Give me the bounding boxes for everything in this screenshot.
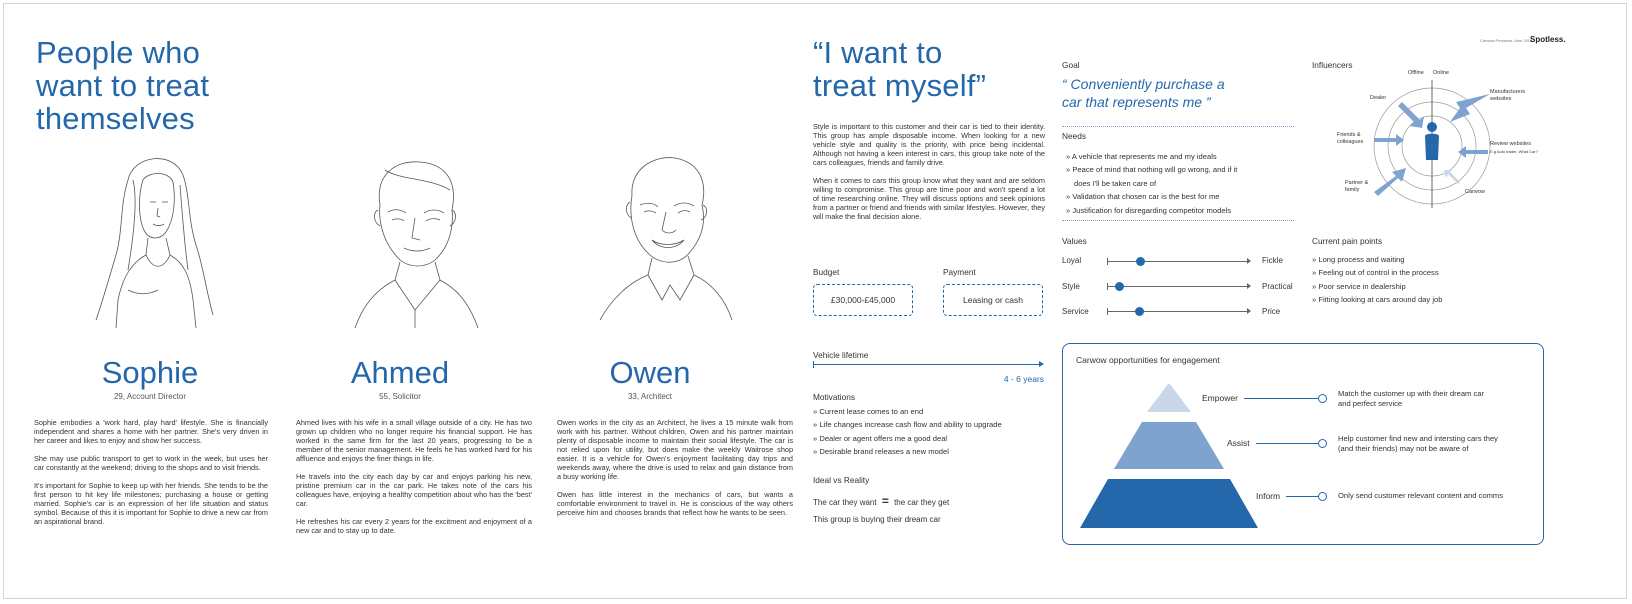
value-left: Loyal [1062, 256, 1082, 265]
list-item: » A vehicle that represents me and my ideals [1066, 150, 1296, 163]
intro-paragraph: Style is important to this customer and their car is tied to their identity. This group has ample disposable income. When looking for a new vehicle style and quality is the priority, with price being incidental. Although not having a keen interest in cars, this group take note of the cars colleagues, friends and family drive. [813, 122, 1045, 167]
value-right: Practical [1262, 282, 1293, 291]
quote-line: “I want to [813, 35, 943, 70]
influencer-text: family [1345, 187, 1360, 193]
value-slider-loyal [1108, 261, 1248, 262]
list-item: » Dealer or agent offers me a good deal [813, 432, 1053, 445]
value-left: Style [1062, 282, 1080, 291]
ideal-note: This group is buying their dream car [813, 515, 941, 524]
left-title [36, 36, 209, 135]
ahmed-portrait-icon [340, 150, 490, 330]
quote-line: treat myself” [813, 68, 987, 103]
persona-name-sophie: Sophie [101, 355, 199, 390]
bio-paragraph: He travels into the city each day by car and enjoys parking his new, pristine premium car in the car park. He takes note of the cars his colleagues have, enjoying a healthy competition about who has the 'best' car. [296, 472, 532, 508]
pain-points-list [1312, 253, 1542, 307]
goal-line: “ Conveniently purchase a [1062, 76, 1225, 92]
influencer-text: Friends & [1337, 132, 1361, 138]
right-quote [813, 36, 986, 102]
persona-bio-sophie [34, 418, 268, 535]
goal-quote [1062, 75, 1225, 111]
influencer-reviews [1490, 141, 1538, 155]
level-name-assist: Assist [1227, 438, 1250, 448]
list-item: » Current lease comes to an end [813, 405, 1053, 418]
list-item: » Long process and waiting [1312, 253, 1542, 266]
value-right: Price [1262, 307, 1281, 316]
connector-line [1244, 398, 1320, 399]
payment-value: Leasing or cash [943, 284, 1043, 316]
motivations-label: Motivations [813, 392, 855, 402]
goal-line: car that represents me ” [1062, 94, 1211, 110]
influencer-partner [1345, 180, 1368, 194]
influencer-text: colleagues [1337, 139, 1364, 145]
list-item: » Validation that chosen car is the best for me [1066, 190, 1296, 203]
ideal-row [813, 494, 949, 508]
persona-role-sophie: 29, Account Director [113, 392, 187, 401]
values-label: Values [1062, 236, 1087, 246]
value-left: Service [1062, 307, 1089, 316]
budget-value: £30,000-£45,000 [813, 284, 913, 316]
bio-paragraph: It's important for Sophie to keep up with her friends. She tends to be the first person to hit key life milestones; purchasing a house or getting married. Sophie's car is an expression of her life situation and status symbol. Because of this it is important for Sophie to drive a new car from an aspirational brand. [34, 481, 269, 526]
lifetime-tick [813, 361, 814, 368]
level-desc-line: (and their friends) may not be aware of [1338, 444, 1469, 453]
level-desc-assist [1338, 434, 1498, 454]
influencer-carwow: Carwow [1465, 189, 1485, 195]
list-item: » Desirable brand releases a new model [813, 445, 1053, 458]
persona-name-ahmed: Ahmed [350, 355, 450, 390]
list-item: » Poor service in dealership [1312, 280, 1542, 293]
level-desc-line: Only send customer relevant content and comms [1338, 491, 1504, 500]
ideal-label: Ideal vs Reality [813, 475, 870, 485]
owen-portrait-icon [590, 150, 740, 330]
level-name-empower: Empower [1202, 393, 1238, 403]
level-desc-line: Help customer find new and intersting cars they [1338, 434, 1498, 443]
brand-logo: Spotless. [1530, 35, 1566, 44]
list-item: » Justification for disregarding competitor models [1066, 204, 1296, 217]
influencer-text: Partner & [1345, 180, 1369, 186]
bio-paragraph: Ahmed lives with his wife in a small village outside of a city. He has two grown up children who no longer require his financial support. He has worked in the same firm for the last 20 years, progressing to be a member of the senior management. He feels he has worked hard for his affluence and enjoys the finer things in life. [296, 418, 532, 463]
persona-role-ahmed: 55, Solicitor [379, 392, 421, 401]
intro-text [813, 122, 1045, 230]
list-item: does I'll be taken care of [1074, 178, 1157, 188]
influencer-text: websites [1490, 96, 1512, 102]
list-item: » Fitting looking at cars around day job [1312, 293, 1542, 306]
needs-label: Needs [1062, 131, 1086, 141]
sophie-portrait-icon [88, 150, 228, 330]
persona-role-owen: 33, Architect [627, 392, 673, 401]
pain-points-label: Current pain points [1312, 236, 1383, 246]
payment-label: Payment [943, 267, 976, 277]
bio-paragraph: Sophie embodies a 'work hard, play hard' lifestyle. She is financially independent and shares a home with her partner. She's very driven in her career and likes to enjoy and show her success. [34, 418, 268, 445]
left-title-line: themselves [36, 101, 195, 136]
list-item: » Life changes increase cash flow and ability to upgrade [813, 418, 1053, 431]
influencer-dealer: Dealer [1370, 95, 1387, 101]
value-slider-service [1108, 311, 1248, 312]
influencer-text: Review websites [1490, 141, 1531, 147]
lifetime-arrow-icon [1039, 361, 1044, 367]
influencer-subtext: E.g Auto trader, What Car? [1490, 149, 1538, 154]
slider-knob [1135, 307, 1144, 316]
level-desc-empower [1338, 389, 1484, 409]
motivations-list [813, 405, 1053, 459]
equals-icon: = [881, 494, 889, 508]
value-right: Fickle [1262, 256, 1283, 265]
level-desc-line: and perfect service [1338, 399, 1403, 408]
divider [1062, 126, 1294, 127]
influencer-manufacturers [1490, 89, 1525, 103]
persona-bio-ahmed [296, 418, 532, 544]
bio-paragraph: Owen works in the city as an Architect, he lives a 15 minute walk from work with his partner. Without children, Owen and his partner maintain plenty of disposable income to maintain their social lifestyle. The car is not relied upon for utility, but does make the weekly Waitrose shop easier. It is a vehicle for Owen's enjoyment facilitating day trips and weekends away, where the drive is used to relax and gain distance from a busy working life. [557, 418, 793, 481]
goal-label: Goal [1062, 60, 1080, 70]
connector-line [1286, 496, 1320, 497]
connector-line [1256, 443, 1320, 444]
influencer-offline: Offline [1408, 70, 1424, 76]
vehicle-lifetime-value: 4 - 6 years [1003, 374, 1044, 384]
influencers-label: Influencers [1312, 60, 1353, 70]
level-desc-inform [1338, 491, 1503, 501]
left-title-line: People who [36, 35, 201, 70]
value-slider-style [1108, 286, 1248, 287]
ideal-left: The car they want [813, 498, 877, 507]
influencer-text: Manufacturers [1490, 89, 1526, 95]
left-title-line: want to treat [36, 68, 210, 103]
connector-dot-icon [1318, 439, 1327, 448]
intro-paragraph: When it comes to cars this group know what they want and are seldom willing to compromise. This group are time poor and won't spend a lot of time researching online. They will discuss options and seek opinions from a partner or friend and friends with similar lifestyles. However, they will make the final decision alone. [813, 176, 1045, 221]
influencer-friends [1337, 132, 1363, 146]
connector-dot-icon [1318, 394, 1327, 403]
divider [1062, 220, 1294, 221]
bio-paragraph: She may use public transport to get to work in the week, but uses her car constantly at the weekend; driving to the shops and to visit friends. [34, 454, 268, 472]
level-desc-line: Match the customer up with their dream car [1338, 389, 1485, 398]
persona-name-owen: Owen [609, 355, 691, 390]
connector-dot-icon [1318, 492, 1327, 501]
header-small: Carwow Personas June 2018 [1480, 38, 1533, 43]
needs-list [1066, 150, 1296, 217]
bio-paragraph: He refreshes his car every 2 years for the excitment and enjoyment of a new car and to stay up to date. [296, 517, 532, 535]
budget-label: Budget [813, 267, 840, 277]
bio-paragraph: Owen has little interest in the mechanics of cars, but wants a comfortable environment to travel in. He is conscious of the way others perceive him and chooses brands that reflect how he wants to be seen. [557, 490, 793, 517]
list-item: » Feeling out of control in the process [1312, 266, 1542, 279]
level-name-inform: Inform [1256, 491, 1281, 501]
influencer-online: Online [1433, 70, 1449, 76]
ideal-right: the car they get [894, 498, 950, 507]
persona-bio-owen [557, 418, 793, 526]
engagement-title: Carwow opportunities for engagement [1076, 355, 1220, 365]
vehicle-lifetime-label: Vehicle lifetime [813, 350, 869, 360]
list-item: » Peace of mind that nothing will go wrong, and if it [1066, 163, 1296, 176]
lifetime-line [813, 364, 1041, 365]
